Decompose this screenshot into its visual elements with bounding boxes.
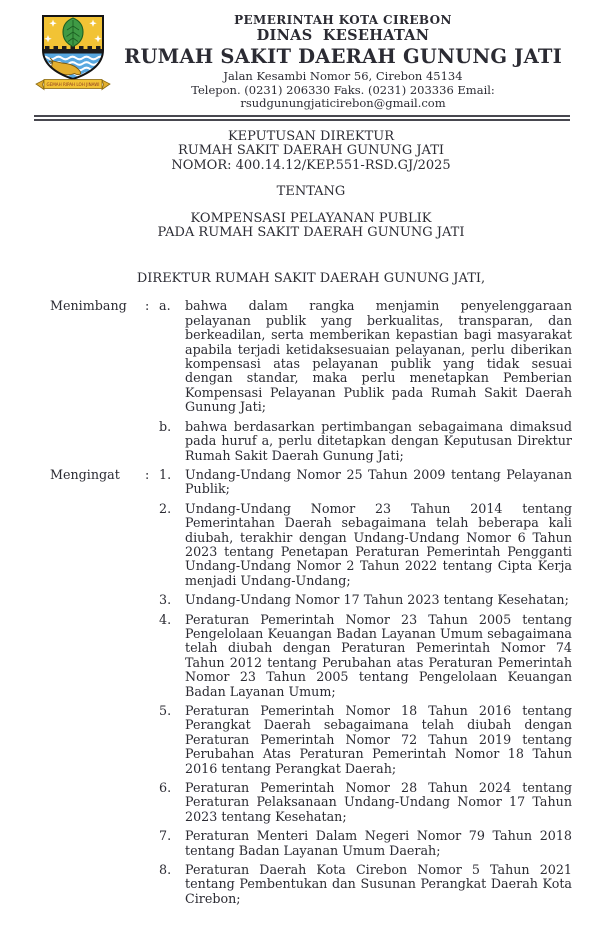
emblem-motto: GEMAH RIPAH LOH JINAWI — [46, 82, 100, 87]
letterhead — [0, 0, 604, 111]
subject-line2: PADA RUMAH SAKIT DAERAH GUNUNG JATI — [157, 225, 465, 241]
letterhead-text — [96, 13, 590, 111]
letterhead-address: Jalan Kesambi Nomor 56, Cirebon 45134 — [223, 69, 463, 84]
item-marker: 5. — [159, 703, 172, 719]
title-block — [50, 130, 572, 287]
mengingat-item-4 — [159, 613, 572, 699]
item-text: Peraturan Pemerintah Nomor 28 Tahun 2024 tentang Peraturan Pelaksanaan Undang-Undang Nomor 17 Tahun 2023 tentang Kesehatan; — [185, 780, 572, 824]
letterhead-institution: RUMAH SAKIT DAERAH GUNUNG JATI — [124, 45, 562, 69]
mengingat-item-7 — [159, 829, 572, 858]
item-marker: 3. — [159, 592, 172, 608]
item-text: bahwa dalam rangka menjamin penyelenggaraan pelayanan publik yang berkualitas, transparan, dan berkeadilan, serta memberikan kepastian bagi masyarakat apabila terjadi ketidaksesuaian pelayanan, perlu diberikan kompensasi atas pelayanan publik yang tidak sesuai dengan standar, maka perlu menetapkan Pemberian Kompensasi Pelayanan Publik pada Rumah Sakit Daerah Gunung Jati; — [185, 298, 572, 415]
decree-title-line2: RUMAH SAKIT DAERAH GUNUNG JATI — [177, 143, 445, 159]
considerations — [50, 299, 572, 906]
item-text: Undang-Undang Nomor 17 Tahun 2023 tentang Kesehatan; — [185, 592, 569, 608]
item-marker: 4. — [159, 611, 172, 627]
menimbang-colon: : — [145, 298, 150, 314]
letterhead-government: PEMERINTAH KOTA CIREBON — [234, 13, 452, 27]
mengingat-label: Mengingat — [50, 466, 120, 482]
mengingat-item-5 — [159, 704, 572, 776]
letterhead-contact: Telepon. (0231) 206330 Faks. (0231) 203336 Email: rsudgunungjaticirebon@gmail.com — [191, 82, 495, 111]
document-body — [0, 121, 604, 906]
subject-line1: KOMPENSASI PELAYANAN PUBLIK — [190, 210, 432, 226]
mengingat-colon: : — [145, 466, 150, 482]
section-mengingat — [50, 468, 572, 906]
mengingat-item-2 — [159, 502, 572, 588]
letterhead-department: DINAS KESEHATAN — [256, 27, 430, 45]
item-marker: 6. — [159, 780, 172, 796]
item-text: Peraturan Pemerintah Nomor 18 Tahun 2016 tentang Perangkat Daerah sebagaimana telah diubah dengan Peraturan Pemerintah Nomor 72 Tahun 2019 tentang Perubahan Atas Peraturan Pemerintah Nomor 18 Tahun 2016 tentang Perangkat Daerah; — [185, 703, 572, 776]
menimbang-label: Menimbang — [50, 298, 127, 314]
section-menimbang — [50, 299, 572, 462]
item-text: Undang-Undang Nomor 23 Tahun 2014 tentang Pemerintahan Daerah sebagaimana telah beberapa kali diubah, terakhir dengan Undang-Undang Nomor 6 Tahun 2023 tentang Penetapan Peraturan Pemerintah Pengganti Undang-Undang Nomor 2 Tahun 2022 tentang Cipta Kerja menjadi Undang-Undang; — [185, 500, 572, 588]
item-marker: 1. — [159, 466, 172, 482]
mengingat-item-3 — [159, 593, 572, 607]
decree-title-line1: KEPUTUSAN DIREKTUR — [227, 128, 395, 144]
mengingat-item-8 — [159, 863, 572, 906]
about-label: TENTANG — [276, 184, 346, 200]
cirebon-city-emblem-icon — [34, 13, 112, 93]
item-text: Peraturan Pemerintah Nomor 23 Tahun 2005 tentang Pengelolaan Keuangan Badan Layanan Umum sebagaimana telah diubah dengan Peraturan Pemerintah Nomor 74 Tahun 2012 tentang Perubahan atas Peraturan Pemerintah Nomor 23 Tahun 2005 tentang Pengelolaan Keuangan Badan Layanan Umum; — [185, 611, 572, 699]
item-marker: 7. — [159, 828, 172, 844]
item-marker: b. — [159, 418, 172, 434]
item-text: Peraturan Daerah Kota Cirebon Nomor 5 Tahun 2021 tentang Pembentukan dan Susunan Perangkat Daerah Kota Cirebon; — [185, 862, 572, 906]
item-text: Undang-Undang Nomor 25 Tahun 2009 tentang Pelayanan Publik; — [185, 466, 572, 497]
item-marker: 8. — [159, 862, 172, 878]
mengingat-item-6 — [159, 781, 572, 824]
item-marker: a. — [159, 298, 171, 314]
decree-number: NOMOR: 400.14.12/KEP.551-RSD.GJ/2025 — [171, 157, 451, 173]
menimbang-item-a — [159, 299, 572, 414]
item-text: bahwa berdasarkan pertimbangan sebagaimana dimaksud pada huruf a, perlu ditetapkan dengan Keputusan Direktur Rumah Sakit Daerah Gunung Jati; — [185, 418, 572, 463]
mengingat-item-1 — [159, 468, 572, 497]
issuer-line: DIREKTUR RUMAH SAKIT DAERAH GUNUNG JATI, — [136, 270, 486, 286]
item-text: Peraturan Menteri Dalam Negeri Nomor 79 Tahun 2018 tentang Badan Layanan Umum Daerah; — [185, 828, 572, 858]
menimbang-item-b — [159, 420, 572, 463]
item-marker: 2. — [159, 500, 172, 516]
